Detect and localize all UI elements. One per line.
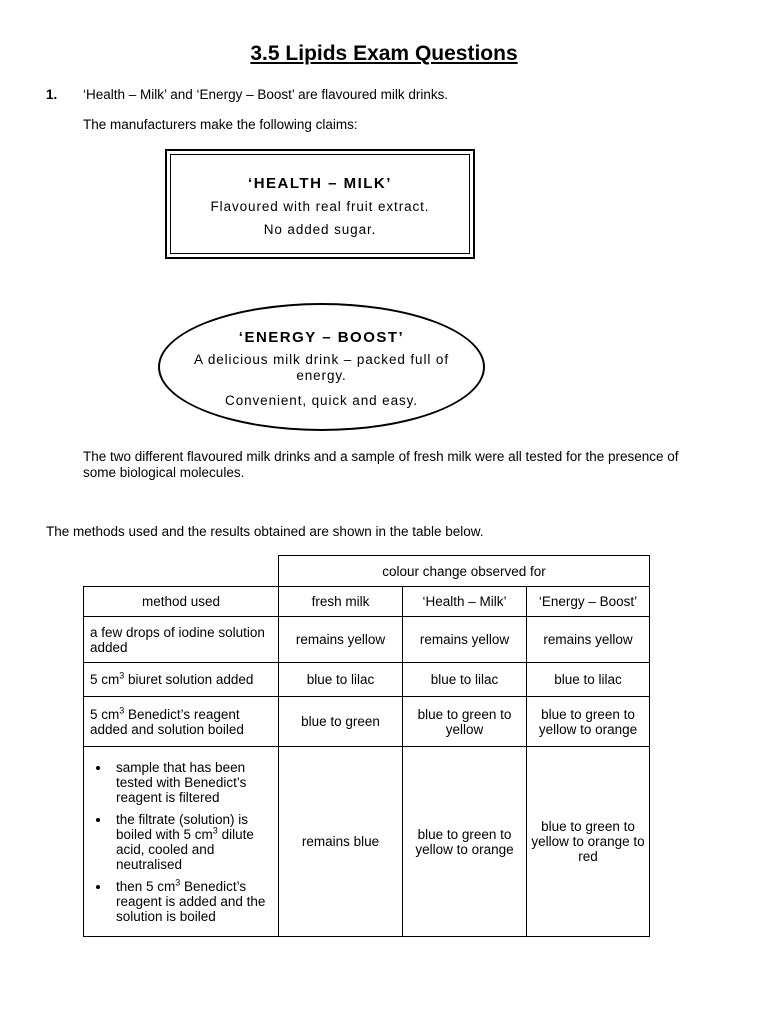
- method-non-reducing-sugar: [84, 747, 279, 937]
- method-iodine: a few drops of iodine solution added: [84, 617, 279, 663]
- methods-paragraph: The methods used and the results obtained are shown in the table below.: [46, 524, 484, 539]
- superscript: 3: [119, 670, 125, 681]
- health-milk-line-2: No added sugar.: [263, 222, 377, 237]
- table-row: [84, 617, 650, 663]
- group-header-cell: colour change observed for: [279, 556, 650, 587]
- superscript: 3: [119, 705, 125, 715]
- method-step: [111, 812, 274, 872]
- method-step: [111, 879, 274, 924]
- tested-paragraph: The two different flavoured milk drinks and a sample of fresh milk were all tested for the presence of some biological molecules.: [83, 449, 679, 480]
- header-method: method used: [84, 587, 279, 617]
- header-health-milk: ‘Health – Milk’: [403, 587, 527, 617]
- results-table: [83, 555, 650, 937]
- table-header-row: [84, 587, 650, 617]
- health-milk-title: ‘HEALTH – MILK’: [248, 175, 392, 192]
- result-energy-boost: blue to lilac: [527, 663, 650, 697]
- result-fresh-milk: blue to green: [279, 697, 403, 747]
- header-fresh-milk: fresh milk: [279, 587, 403, 617]
- method-text: the filtrate (solution) is boiled with 5 cm: [116, 811, 249, 842]
- result-health-milk: blue to lilac: [403, 663, 527, 697]
- result-energy-boost: blue to green to yellow to orange: [527, 697, 650, 747]
- table-empty-corner: [84, 556, 279, 587]
- table-row: [84, 663, 650, 697]
- method-step: • sample that has been tested with Benedict’s reagent is filtered: [111, 760, 274, 805]
- table-group-header-row: [84, 556, 650, 587]
- claims-intro: The manufacturers make the following claims:: [83, 117, 358, 132]
- question-intro: ‘Health – Milk’ and ‘Energy – Boost’ are flavoured milk drinks.: [83, 87, 449, 102]
- result-fresh-milk: blue to lilac: [279, 663, 403, 697]
- method-text: then 5 cm: [116, 878, 176, 894]
- method-steps-list: [90, 760, 274, 924]
- result-energy-boost: blue to green to yellow to orange to red: [527, 747, 650, 937]
- result-health-milk: blue to green to yellow: [403, 697, 527, 747]
- header-energy-boost: ‘Energy – Boost’: [527, 587, 650, 617]
- method-benedicts: [84, 697, 279, 747]
- superscript: 3: [175, 877, 181, 887]
- result-fresh-milk: remains yellow: [279, 617, 403, 663]
- method-text: 5 cm: [90, 706, 120, 722]
- result-energy-boost: remains yellow: [527, 617, 650, 663]
- superscript: 3: [212, 825, 218, 835]
- method-text: Benedict’s reagent is added and the solution is boiled: [116, 878, 266, 924]
- health-milk-claim-box: [165, 149, 475, 259]
- method-text: Benedict’s reagent added and solution boiled: [90, 706, 244, 737]
- page-title: 3.5 Lipids Exam Questions: [250, 42, 518, 65]
- question-number: 1.: [46, 87, 58, 102]
- method-text: 5 cm: [90, 672, 120, 687]
- energy-boost-claim-oval: [158, 303, 485, 431]
- result-fresh-milk: remains blue: [279, 747, 403, 937]
- method-biuret: [84, 663, 279, 697]
- table-row: [84, 697, 650, 747]
- method-text: dilute acid, cooled and neutralised: [116, 826, 254, 872]
- energy-boost-title: ‘ENERGY – BOOST’: [238, 329, 405, 346]
- result-health-milk: blue to green to yellow to orange: [403, 747, 527, 937]
- method-text: biuret solution added: [124, 672, 254, 687]
- energy-boost-line-2: Convenient, quick and easy.: [225, 393, 418, 408]
- energy-boost-line-1: A delicious milk drink – packed full of energy.: [194, 352, 449, 383]
- health-milk-line-1: Flavoured with real fruit extract.: [210, 199, 430, 214]
- result-health-milk: remains yellow: [403, 617, 527, 663]
- table-row: [84, 747, 650, 937]
